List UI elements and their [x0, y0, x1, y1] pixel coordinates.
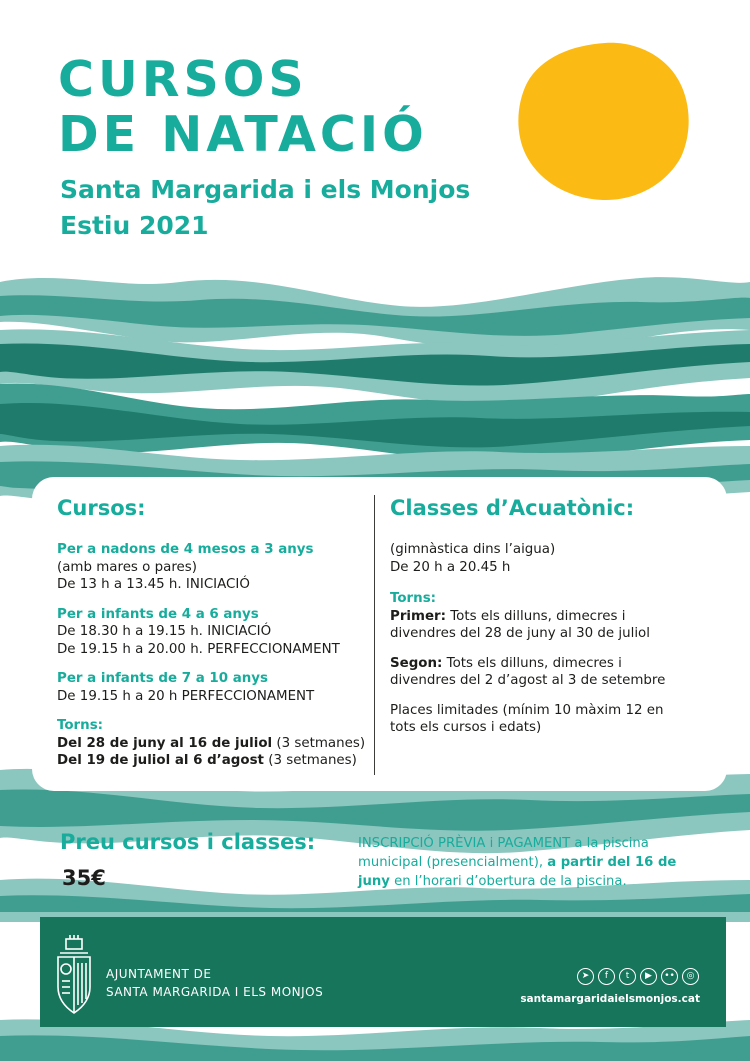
primer-line: [390, 608, 690, 626]
instagram-icon[interactable]: ◎: [682, 968, 699, 985]
price-title: Preu cursos i classes:: [60, 830, 316, 854]
acuatonic-first-turn: [390, 590, 690, 643]
course-group-4-6: [57, 606, 369, 659]
segon-label: Segon:: [390, 655, 443, 671]
inscription-date-month: juny: [358, 874, 390, 889]
footer-bar: [40, 917, 726, 1027]
turn-weeks: (3 setmanes): [268, 753, 357, 768]
primer-label: Primer:: [390, 608, 447, 624]
course-heading: Per a infants de 4 a 6 anys: [57, 606, 259, 622]
acuatonic-description: (gimnàstica dins l’aigua): [390, 542, 556, 557]
segon-dates: divendres del 2 d’agost al 3 de setembre: [390, 673, 666, 688]
poster-subtitle: [60, 172, 470, 244]
season-label: Estiu 2021: [60, 211, 209, 240]
segon-text: Tots els dilluns, dimecres i: [446, 655, 622, 671]
municipal-crest-icon: [54, 935, 94, 1015]
course-heading: Per a nadons de 4 mesos a 3 anys: [57, 542, 314, 557]
column-divider: [374, 495, 375, 775]
inscription-line-2: [358, 853, 698, 872]
inscription-hours: en l’horari d’obertura de la piscina.: [394, 874, 627, 889]
acuatonic-column: [390, 494, 690, 749]
title-line-1: CURSOS: [58, 51, 308, 108]
course-group-babies: [57, 541, 369, 594]
course-group-7-10: [57, 670, 369, 705]
social-links: [577, 968, 699, 985]
places-line-1: Places limitades (mínim 10 màxim 12 en: [390, 702, 664, 718]
inscription-line-3: [358, 872, 698, 891]
inscription-line-1: INSCRIPCIÓ PRÈVIA i PAGAMENT a la piscina: [358, 836, 649, 851]
course-schedule: De 13 h a 13.45 h. INICIACIÓ: [57, 577, 250, 592]
course-turns: [57, 717, 369, 770]
turns-heading: Torns:: [57, 718, 104, 733]
turn-dates: Del 28 de juny al 16 de juliol: [57, 735, 273, 751]
sun-illustration: [517, 41, 690, 201]
cursos-column: [57, 494, 369, 782]
price-value: 35€: [62, 866, 106, 890]
town-name: Santa Margarida i els Monjos: [60, 175, 471, 204]
title-line-2: DE NATACIÓ: [58, 106, 428, 163]
telegram-icon[interactable]: ➤: [577, 968, 594, 985]
flickr-icon[interactable]: ••: [661, 968, 678, 985]
course-schedule: De 18.30 h a 19.15 h. INICIACIÓ: [57, 624, 272, 639]
segon-line: [390, 655, 690, 673]
course-schedule: De 19.15 h a 20 h PERFECCIONAMENT: [57, 688, 315, 704]
inscription-info: [358, 834, 698, 891]
acuatonic-title: Classes d’Acuatònic:: [390, 496, 635, 520]
course-heading: Per a infants de 7 a 10 anys: [57, 671, 268, 686]
org-line-1: AJUNTAMENT DE: [106, 967, 212, 981]
twitter-icon[interactable]: t: [619, 968, 636, 985]
turn-1: [57, 735, 369, 753]
website-link[interactable]: santamargaridaielsmonjos.cat: [520, 993, 700, 1005]
acuatonic-second-turn: [390, 655, 690, 690]
primer-text: Tots els dilluns, dimecres i: [450, 608, 626, 624]
turn-2: [57, 752, 369, 770]
turn-dates: Del 19 de juliol al 6 d’agost: [57, 753, 264, 768]
facebook-icon[interactable]: f: [598, 968, 615, 985]
primer-dates: divendres del 28 de juny al 30 de juliol: [390, 626, 650, 641]
course-schedule: De 19.15 h a 20.00 h. PERFECCIONAMENT: [57, 641, 340, 657]
turns-heading: Torns:: [390, 591, 437, 606]
municipality-name: [106, 965, 323, 1001]
org-line-2: SANTA MARGARIDA I ELS MONJOS: [106, 985, 324, 999]
turn-weeks: (3 setmanes): [276, 735, 366, 751]
inscription-text: municipal (presencialment),: [358, 855, 544, 870]
youtube-icon[interactable]: ▶: [640, 968, 657, 985]
places-note: [390, 702, 690, 737]
cursos-title: Cursos:: [57, 496, 146, 520]
poster-title: [58, 52, 428, 162]
course-note: (amb mares o pares): [57, 559, 197, 575]
acuatonic-intro: [390, 541, 690, 576]
inscription-date: a partir del 16 de: [547, 855, 677, 870]
places-line-2: tots els cursos i edats): [390, 720, 542, 735]
acuatonic-schedule: De 20 h a 20.45 h: [390, 559, 511, 575]
